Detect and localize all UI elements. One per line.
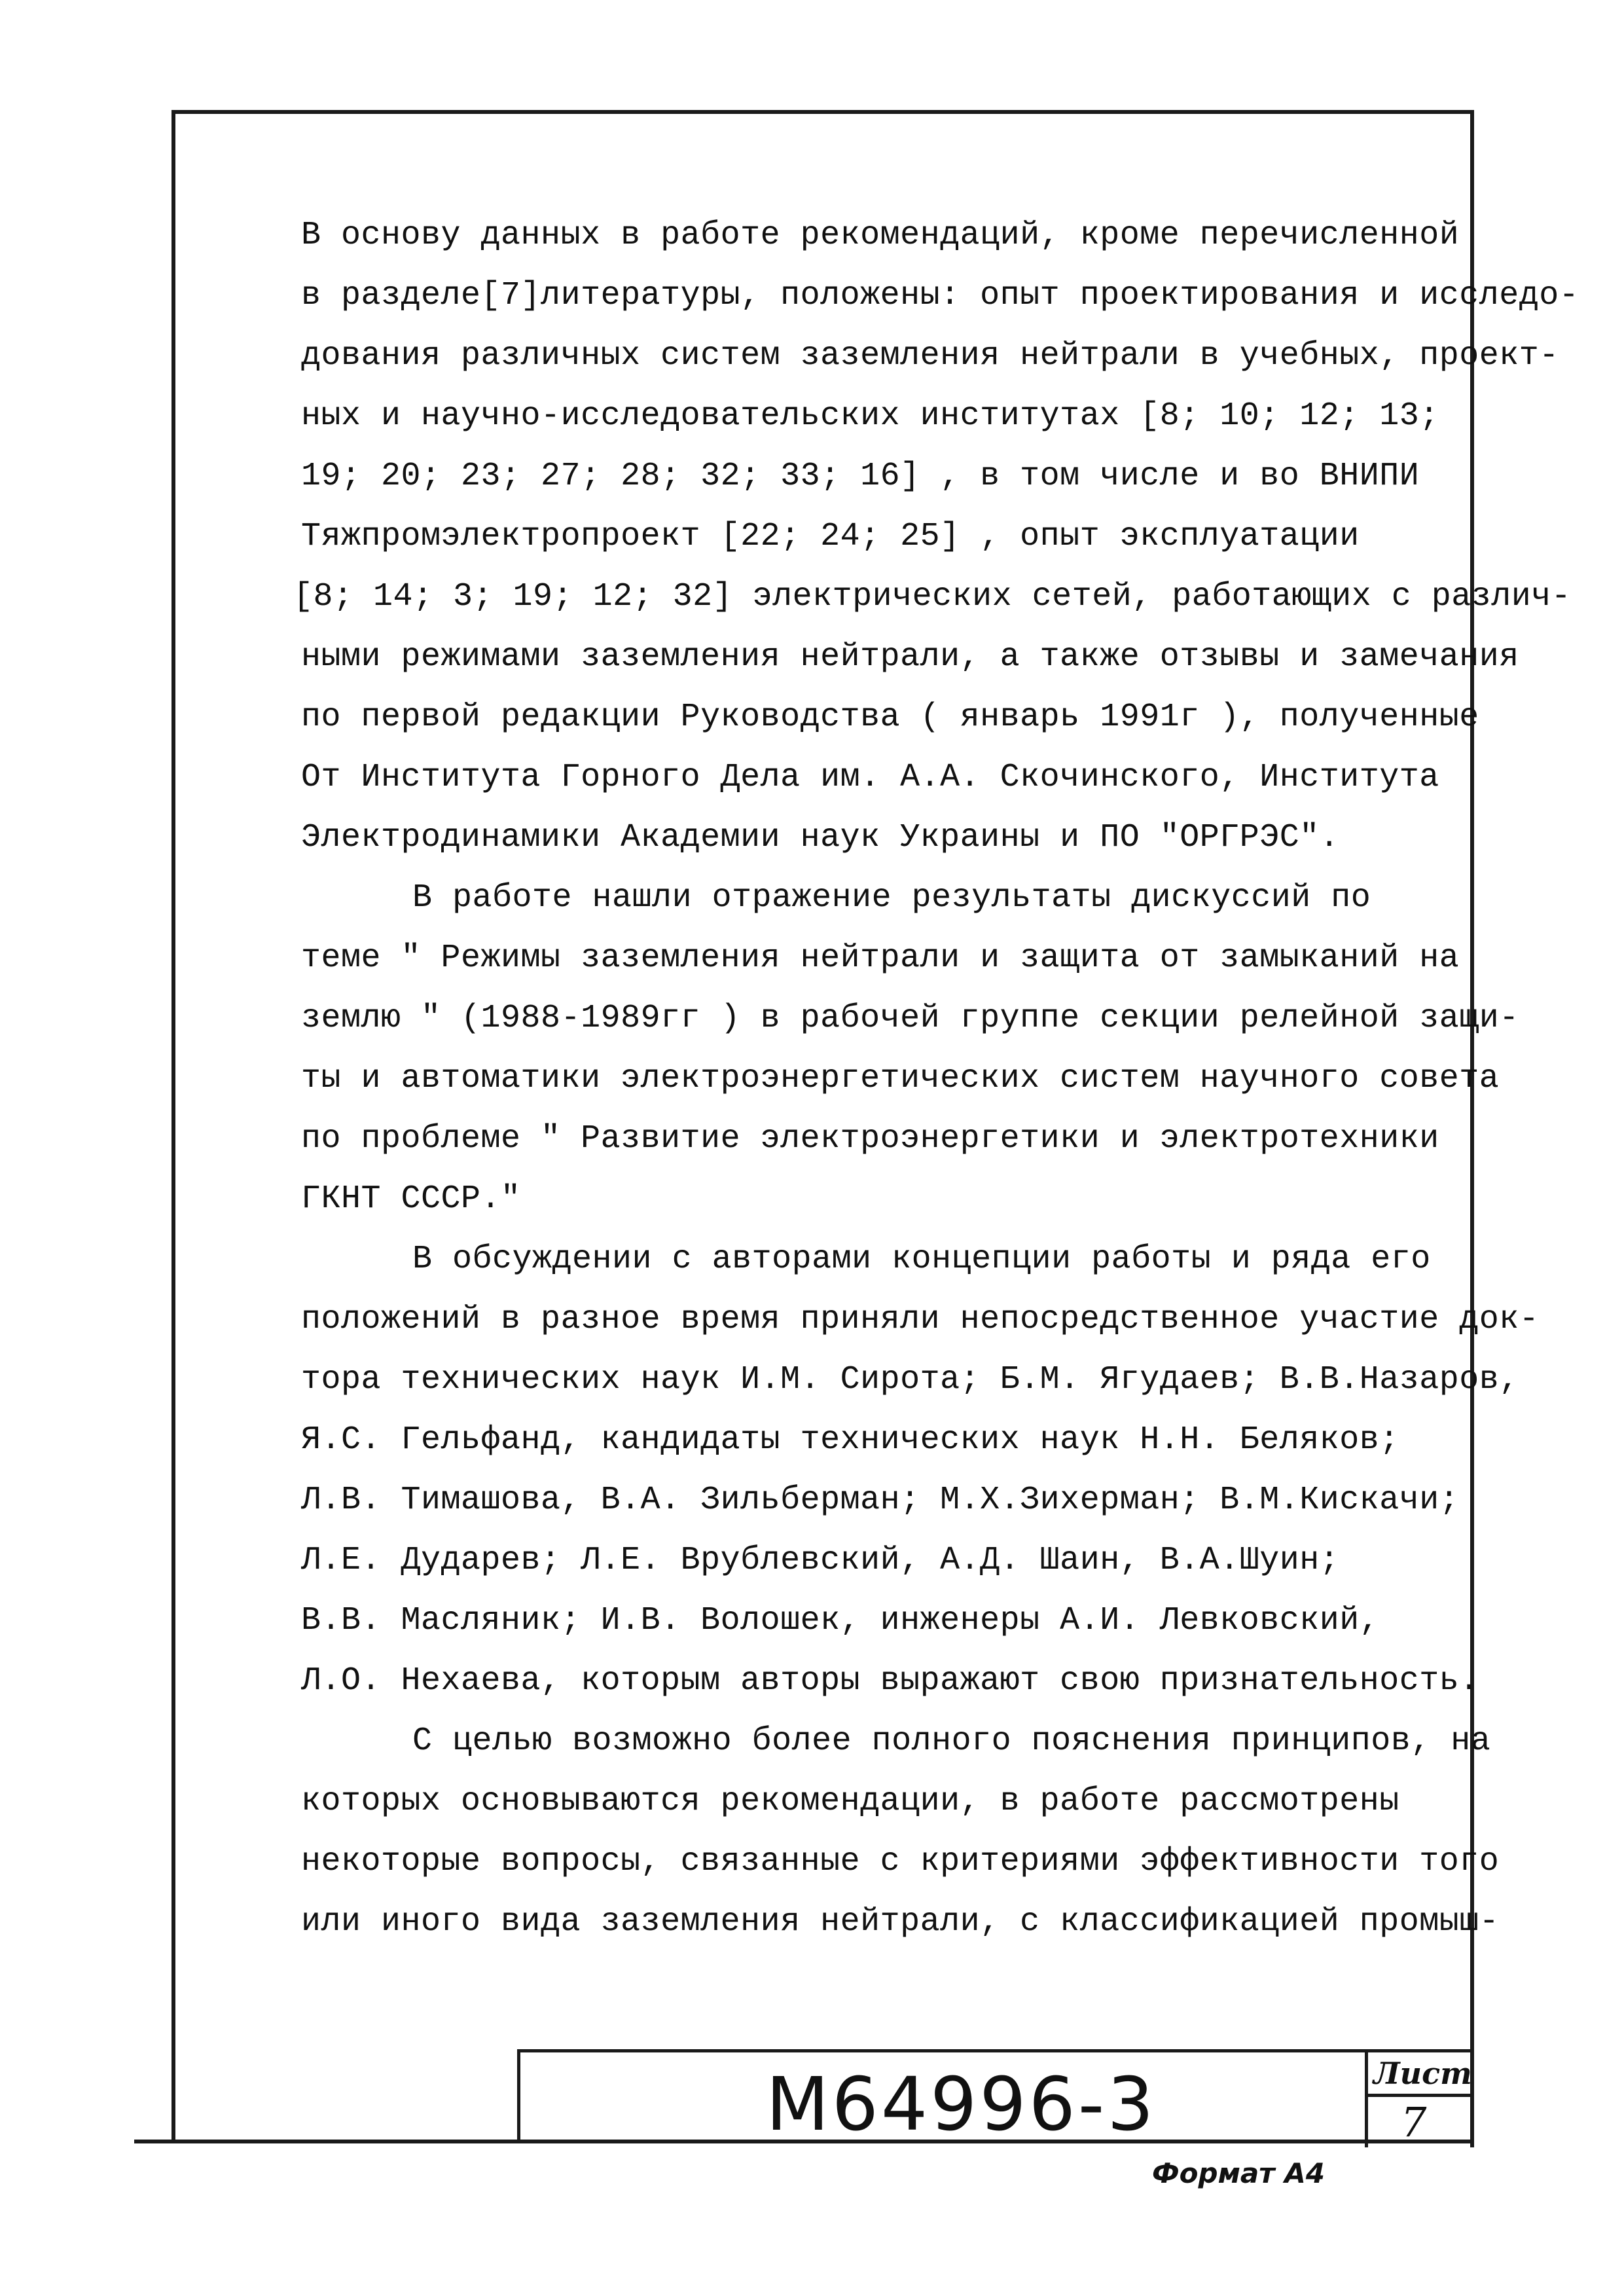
text-line: В основу данных в работе рекомендаций, кроме перечисленной [301, 217, 1460, 254]
sheet-number: 7 [1401, 2098, 1427, 2146]
text-line: Электродинамики Академии наук Украины и ПО "ОРГРЭС". [301, 819, 1340, 856]
text-line: землю " (1988-1989гг ) в рабочей группе секции релейной защи- [301, 1000, 1519, 1037]
text-line: которых основываются рекомендации, в работе рассмотрены [301, 1783, 1399, 1820]
text-line: ты и автоматики электроэнергетических систем научного совета [301, 1060, 1500, 1097]
frame-top-border [171, 110, 1474, 114]
text-line: Л.Е. Дударев; Л.Е. Врублевский, А.Д. Шаин, В.А.Шуин; [301, 1542, 1340, 1579]
text-line: по проблеме " Развитие электроэнергетики и электротехники [301, 1120, 1439, 1157]
text-line: в разделе[7]литературы, положены: опыт проектирования и исследо- [301, 277, 1579, 314]
text-line: ГКНТ СССР." [301, 1180, 521, 1218]
text-line: ными режимами заземления нейтрали, а также отзывы и замечания [301, 638, 1519, 676]
sheet-label: Лист [1373, 2056, 1472, 2091]
text-line: положений в разное время приняли непосредственное участие док- [301, 1301, 1540, 1338]
frame-left-border [171, 111, 175, 2141]
text-line: теме " Режимы заземления нейтрали и защита от замыканий на [301, 939, 1460, 977]
text-line: Тяжпромэлектропроект [22; 24; 25] , опыт эксплуатации [301, 518, 1360, 555]
stamp-top-border [517, 2049, 1473, 2052]
text-line: тора технических наук И.М. Сирота; Б.М. Ягудаев; В.В.Назаров, [301, 1361, 1519, 1398]
text-line: или иного вида заземления нейтрали, с классификацией промыш- [301, 1903, 1500, 1941]
document-number: М64996-3 [766, 2062, 1157, 2147]
stamp-divider [1365, 2049, 1368, 2147]
text-line: В работе нашли отражение результаты дискуссий по [412, 879, 1371, 917]
text-line: некоторые вопросы, связанные с критериями эффективности того [301, 1843, 1500, 1880]
paper-format-label: Формат А4 [1152, 2157, 1325, 2189]
text-line: Л.В. Тимашова, В.А. Зильберман; М.Х.Зихерман; В.М.Кискачи; [301, 1482, 1460, 1519]
text-line: дования различных систем заземления нейтрали в учебных, проект- [301, 337, 1559, 374]
text-line: ных и научно-исследовательских институтах [8; 10; 12; 13; [301, 397, 1439, 435]
stamp-left-border [517, 2049, 520, 2141]
text-line: [8; 14; 3; 19; 12; 32] электрических сетей, работающих с различ- [293, 578, 1572, 615]
text-line: С целью возможно более полного пояснения принципов, на [412, 1722, 1491, 1760]
text-line: В.В. Масляник; И.В. Волошек, инженеры А.И. Левковский, [301, 1602, 1380, 1639]
text-line: по первой редакции Руководства ( январь 1991г ), полученные [301, 699, 1479, 736]
text-line: Я.С. Гельфанд, кандидаты технических наук Н.Н. Беляков; [301, 1421, 1399, 1459]
text-line: Л.О. Нехаева, которым авторы выражают свою признательность. [301, 1662, 1479, 1700]
text-line: От Института Горного Дела им. А.А. Скочинского, Института [301, 759, 1439, 796]
stamp-sheet-divider [1365, 2094, 1473, 2097]
text-line: 19; 20; 23; 27; 28; 32; 33; 16] , в том числе и во ВНИПИ [301, 458, 1420, 495]
text-line: В обсуждении с авторами концепции работы и ряда его [412, 1241, 1431, 1278]
